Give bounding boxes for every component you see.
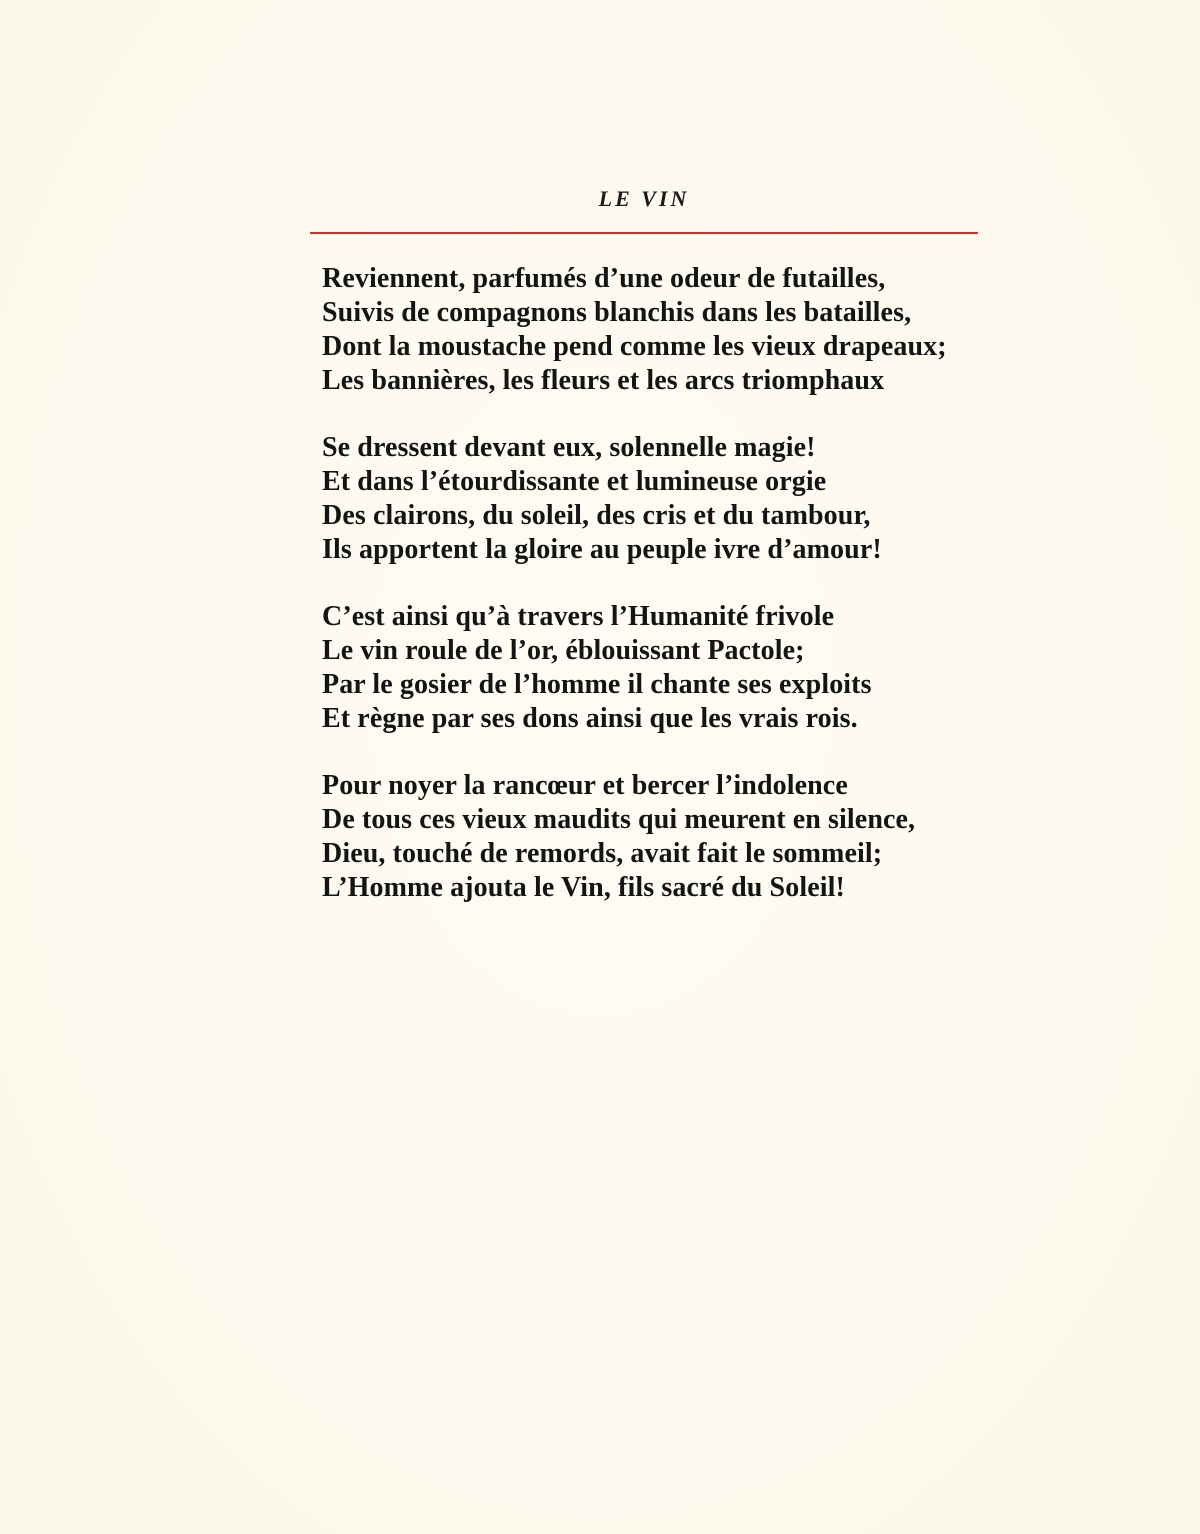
poem-line: Ils apportent la gloire au peuple ivre d’amour! xyxy=(322,534,882,565)
poem-line: C’est ainsi qu’à travers l’Humanité frivole xyxy=(322,601,835,632)
stanza-4 xyxy=(322,769,1002,905)
poem-line: Par le gosier de l’homme il chante ses exploits xyxy=(322,669,872,700)
poem-line: Des clairons, du soleil, des cris et du tambour, xyxy=(322,500,871,531)
poem-line: Pour noyer la rancœur et bercer l’indolence xyxy=(322,770,848,801)
header-rule xyxy=(310,232,978,234)
poem-line: Et règne par ses dons ainsi que les vrais rois. xyxy=(322,703,858,734)
poem-line: Se dressent devant eux, solennelle magie! xyxy=(322,432,816,463)
poem-line: Suivis de compagnons blanchis dans les batailles, xyxy=(322,297,912,328)
poem-line: Reviennent, parfumés d’une odeur de futailles, xyxy=(322,263,886,294)
poem-line: Dont la moustache pend comme les vieux drapeaux; xyxy=(322,331,947,362)
stanza-3 xyxy=(322,600,1002,736)
poem-line: Les bannières, les fleurs et les arcs triomphaux xyxy=(322,365,885,396)
poem-line: De tous ces vieux maudits qui meurent en silence, xyxy=(322,804,916,835)
poem-line: Et dans l’étourdissante et lumineuse orgie xyxy=(322,466,827,497)
stanza-2 xyxy=(322,431,1002,567)
poem-body xyxy=(322,262,1002,938)
poem-line: Le vin roule de l’or, éblouissant Pactole; xyxy=(322,635,805,666)
running-head-title: LE VIN xyxy=(598,186,690,211)
poem-line: L’Homme ajouta le Vin, fils sacré du Soleil! xyxy=(322,872,845,903)
stanza-1 xyxy=(322,262,1002,398)
poem-line: Dieu, touché de remords, avait fait le sommeil; xyxy=(322,838,883,869)
